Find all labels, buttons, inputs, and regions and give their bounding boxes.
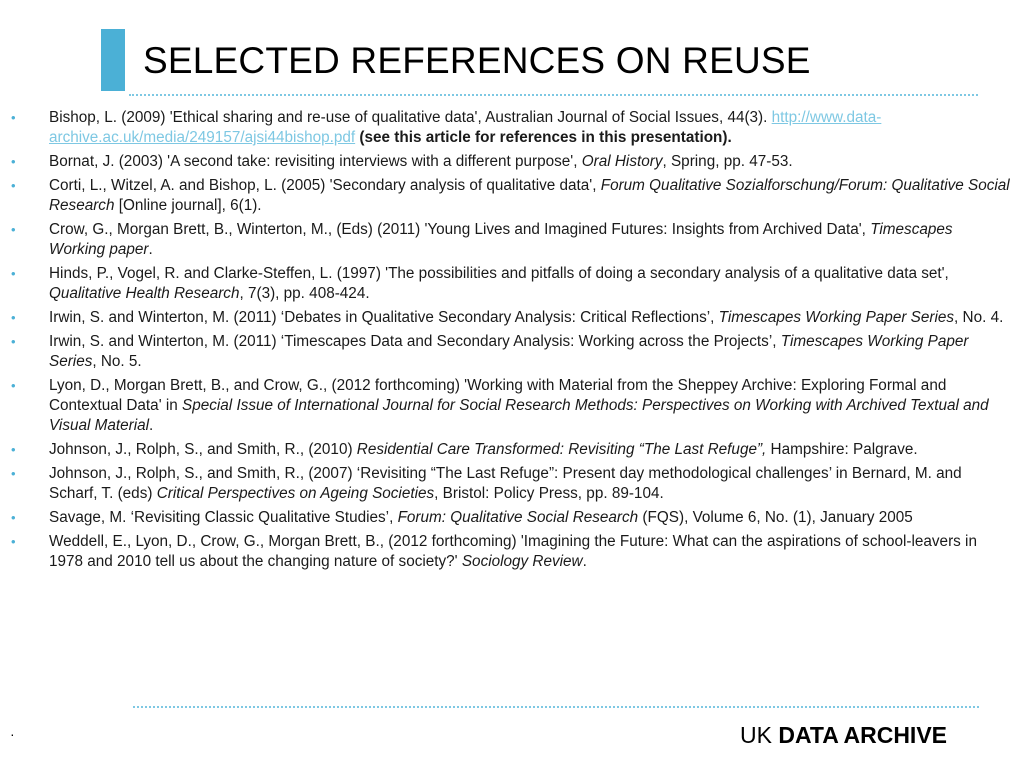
bullet-icon: • <box>11 222 16 237</box>
reference-text: Savage, M. ‘Revisiting Classic Qualitative Studies’, <box>49 509 398 526</box>
reference-text: Weddell, E., Lyon, D., Crow, G., Morgan Brett, B., (2012 forthcoming) 'Imagining the Future: What can the aspirations of school-leavers in 1978 and 2010 tell us about the changing nature of society?' <box>49 533 977 570</box>
title-divider <box>129 94 978 96</box>
reference-details: , Bristol: Policy Press, pp. 89-104. <box>434 485 664 502</box>
reference-source: Residential Care Transformed: Revisiting “The Last Refuge”, <box>356 441 767 458</box>
reference-text: Irwin, S. and Winterton, M. (2011) ‘Timescapes Data and Secondary Analysis: Working across the Projects’, <box>49 333 781 350</box>
reference-text: Crow, G., Morgan Brett, B., Winterton, M., (Eds) (2011) 'Young Lives and Imagined Futures: Insights from Archived Data', <box>49 221 871 238</box>
reference-details: , 7(3), pp. 408-424. <box>239 285 370 302</box>
reference-details: , No. 4. <box>954 309 1004 326</box>
reference-source: Forum: Qualitative Social Research <box>397 509 639 526</box>
reference-details: . <box>148 241 153 258</box>
footer-divider <box>133 706 979 708</box>
bullet-icon: • <box>11 466 16 481</box>
bullet-icon: • <box>11 266 16 281</box>
bullet-icon: • <box>11 110 16 125</box>
title-accent-bar <box>101 29 125 91</box>
reference-note: (see this article for references in this presentation). <box>355 129 732 146</box>
reference-text: Corti, L., Witzel, A. and Bishop, L. (2005) 'Secondary analysis of qualitative data', <box>49 177 601 194</box>
brand-prefix: UK <box>740 722 772 748</box>
reference-list <box>11 108 1011 576</box>
reference-details: Hampshire: Palgrave. <box>766 441 918 458</box>
reference-item-irwin-2011-debates <box>11 308 1011 328</box>
bullet-icon: • <box>11 378 16 393</box>
reference-text: Hinds, P., Vogel, R. and Clarke-Steffen, L. (1997) 'The possibilities and pitfalls of doing a secondary analysis of a qualitative data set', <box>49 265 949 282</box>
bullet-icon: • <box>11 178 16 193</box>
reference-text: Bishop, L. (2009) 'Ethical sharing and re-use of qualitative data', Australian Journal of Social Issues, 44(3). <box>49 109 772 126</box>
reference-text: Irwin, S. and Winterton, M. (2011) ‘Debates in Qualitative Secondary Analysis: Critical Reflections’, <box>49 309 719 326</box>
reference-source: Oral History <box>581 153 663 170</box>
reference-item-corti-2005 <box>11 176 1011 216</box>
reference-source: Special Issue of International Journal for Social Research Methods: Perspectives on Working with Archived Textual and Visual Material <box>49 397 989 434</box>
reference-item-weddell-2012 <box>11 532 1011 572</box>
bullet-icon: • <box>11 442 16 457</box>
reference-details: . <box>582 553 587 570</box>
uk-data-archive-logo <box>740 722 947 749</box>
reference-item-crow-2011 <box>11 220 1011 260</box>
reference-source: Timescapes Working paper <box>49 221 953 258</box>
reference-details: , Spring, pp. 47-53. <box>662 153 793 170</box>
footer-mark: · <box>10 726 15 742</box>
reference-text: Johnson, J., Rolph, S., and Smith, R., (2007) ‘Revisiting “The Last Refuge”: Present day methodological challenges’ in Bernard, M. and Scharf, T. (eds) <box>49 465 962 502</box>
reference-source: Timescapes Working Paper Series <box>49 333 969 370</box>
reference-item-savage <box>11 508 1011 528</box>
reference-item-bishop-2009 <box>11 108 1011 148</box>
reference-text: Lyon, D., Morgan Brett, B., and Crow, G., (2012 forthcoming) 'Working with Material from the Sheppey Archive: Exploring Formal and Contextual Data' in <box>49 377 947 414</box>
reference-item-johnson-2010 <box>11 440 1011 460</box>
reference-details: (FQS), Volume 6, No. (1), January 2005 <box>638 509 913 526</box>
reference-item-irwin-2011-data <box>11 332 1011 372</box>
reference-item-johnson-2007 <box>11 464 1011 504</box>
bullet-icon: • <box>11 154 16 169</box>
reference-link[interactable]: http://www.data-archive.ac.uk/media/249157/ajsi44bishop.pdf <box>49 109 882 146</box>
bullet-icon: • <box>11 334 16 349</box>
reference-source: Qualitative Health Research <box>49 285 240 302</box>
reference-item-hinds-1997 <box>11 264 1011 304</box>
reference-details: [Online journal], 6(1). <box>114 197 262 214</box>
reference-source: Forum Qualitative Sozialforschung/Forum: Qualitative Social Research <box>49 177 1010 214</box>
reference-item-lyon-2012 <box>11 376 1011 436</box>
reference-text: Johnson, J., Rolph, S., and Smith, R., (2010) <box>49 441 357 458</box>
slide-title: SELECTED REFERENCES ON REUSE <box>143 40 811 81</box>
reference-source: Sociology Review <box>461 553 583 570</box>
bullet-icon: • <box>11 534 16 549</box>
bullet-icon: • <box>11 310 16 325</box>
reference-item-bornat-2003 <box>11 152 1011 172</box>
reference-text: Bornat, J. (2003) 'A second take: revisiting interviews with a different purpose', <box>49 153 582 170</box>
reference-source: Critical Perspectives on Ageing Societies <box>156 485 435 502</box>
reference-details: , No. 5. <box>92 353 142 370</box>
reference-source: Timescapes Working Paper Series <box>718 309 955 326</box>
reference-details: . <box>149 417 154 434</box>
bullet-icon: • <box>11 510 16 525</box>
brand-name: DATA ARCHIVE <box>778 722 948 748</box>
